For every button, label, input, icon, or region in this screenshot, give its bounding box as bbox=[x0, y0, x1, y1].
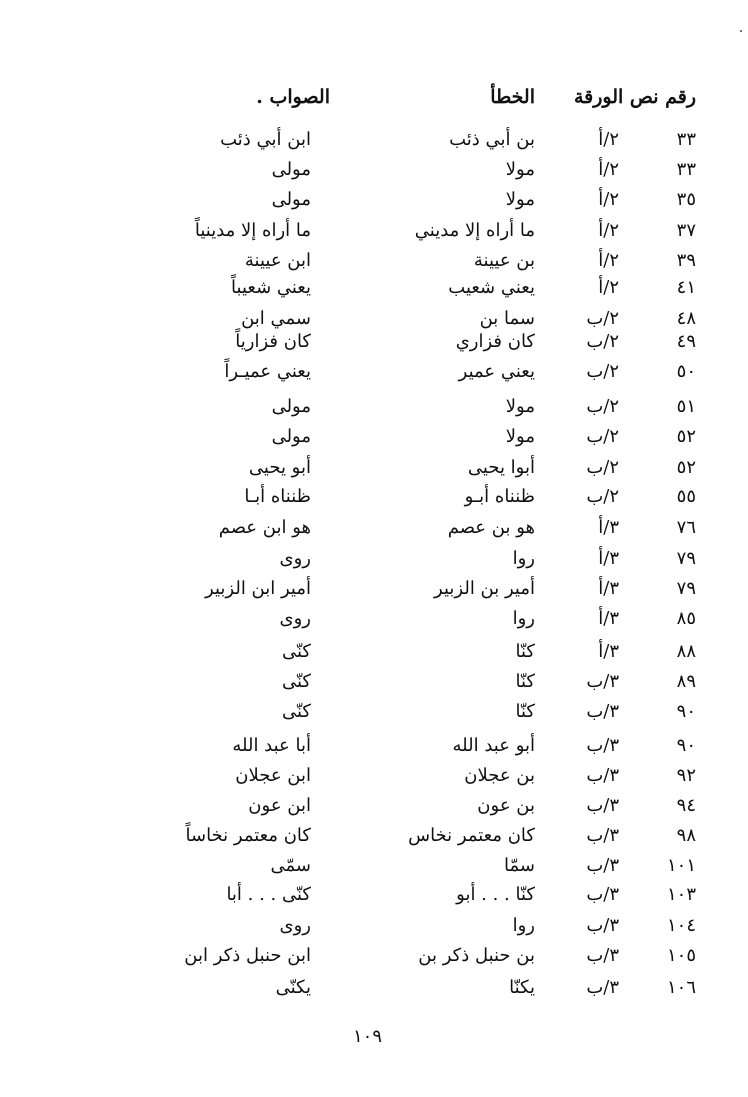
row-right-cell: يعني شعيباً bbox=[231, 277, 311, 298]
row-right-cell: روى bbox=[279, 608, 311, 629]
row-ref-cell: ٢/أ bbox=[598, 277, 619, 298]
row-wrong-cell: بن عون bbox=[477, 795, 535, 816]
row-num-cell: ٨٩ bbox=[676, 671, 696, 692]
row-num-cell: ٧٩ bbox=[676, 578, 696, 599]
row-right-cell: ابن عون bbox=[248, 795, 311, 816]
row-wrong-cell: كان معتمر نخاس bbox=[408, 825, 535, 846]
row-wrong-cell: سمّا bbox=[504, 855, 535, 876]
row-right-cell: كان فزارياً bbox=[235, 331, 311, 352]
row-wrong-cell: مولا bbox=[505, 189, 535, 210]
row-num-cell: ٣٥ bbox=[676, 189, 696, 210]
row-wrong-cell: روا bbox=[512, 915, 535, 936]
row-wrong-cell: ما أراه إلا مديني bbox=[414, 220, 535, 241]
row-ref-cell: ٣/ب bbox=[586, 671, 619, 692]
row-ref-cell: ٣/ب bbox=[586, 884, 619, 905]
row-ref-cell: ٣/ب bbox=[586, 915, 619, 936]
row-ref-cell: ٣/ب bbox=[586, 945, 619, 966]
row-num-cell: ٩٨ bbox=[676, 825, 696, 846]
row-ref-cell: ٢/أ bbox=[598, 189, 619, 210]
row-num-cell: ٣٣ bbox=[676, 129, 696, 150]
row-ref-cell: ٣/أ bbox=[598, 548, 619, 569]
row-right-cell: ابن عجلان bbox=[235, 765, 311, 786]
row-wrong-cell: بن عجلان bbox=[464, 765, 535, 786]
row-ref-cell: ٣/ب bbox=[586, 855, 619, 876]
row-wrong-cell: أبو عبد الله bbox=[452, 735, 535, 756]
row-wrong-cell: بن حنبل ذكر بن bbox=[418, 945, 535, 966]
row-ref-cell: ٢/أ bbox=[598, 220, 619, 241]
row-wrong-cell: مولا bbox=[505, 426, 535, 447]
row-num-cell: ٧٩ bbox=[676, 548, 696, 569]
row-ref-cell: ٢/ب bbox=[586, 457, 619, 478]
row-right-cell: كنّى bbox=[281, 701, 311, 722]
row-num-cell: ٤١ bbox=[676, 277, 696, 298]
row-right-cell: هو ابن عصم bbox=[218, 517, 311, 538]
row-num-cell: ٥٠ bbox=[676, 361, 696, 382]
row-right-cell: أبو يحيى bbox=[248, 457, 311, 478]
row-num-cell: ٣٧ bbox=[676, 220, 696, 241]
row-right-cell: روى bbox=[279, 548, 311, 569]
header-error: الخطأ bbox=[490, 86, 535, 108]
row-wrong-cell: يكنّا bbox=[509, 977, 535, 998]
row-num-cell: ٣٣ bbox=[676, 159, 696, 180]
row-wrong-cell: كنّا bbox=[515, 701, 535, 722]
row-right-cell: سمي ابن bbox=[241, 308, 311, 329]
row-wrong-cell: كان فزاري bbox=[455, 331, 535, 352]
row-wrong-cell: كنّا bbox=[515, 641, 535, 662]
row-wrong-cell: أمير بن الزبير bbox=[434, 578, 535, 599]
row-num-cell: ٩٢ bbox=[676, 765, 696, 786]
row-num-cell: ٥١ bbox=[676, 396, 696, 417]
row-right-cell: كنّى bbox=[281, 671, 311, 692]
row-wrong-cell: بن أبي ذئب bbox=[449, 129, 535, 150]
row-ref-cell: ٣/ب bbox=[586, 765, 619, 786]
row-ref-cell: ٢/ب bbox=[586, 396, 619, 417]
row-ref-cell: ٣/أ bbox=[598, 517, 619, 538]
row-ref-cell: ٢/ب bbox=[586, 308, 619, 329]
row-right-cell: يعني عميـراً bbox=[224, 361, 311, 382]
row-right-cell: ابن أبي ذئب bbox=[220, 129, 311, 150]
row-right-cell: كنّى . . . أبا bbox=[226, 884, 311, 905]
row-right-cell: ظنناه أبـا bbox=[244, 486, 311, 507]
row-num-cell: ٤٨ bbox=[676, 308, 696, 329]
row-ref-cell: ٢/أ bbox=[598, 159, 619, 180]
row-wrong-cell: هو بن عصم bbox=[447, 517, 535, 538]
row-ref-cell: ٣/ب bbox=[586, 825, 619, 846]
row-right-cell: أمير ابن الزبير bbox=[205, 578, 311, 599]
header-correction: الصواب . bbox=[256, 86, 330, 108]
row-num-cell: ١٠١ bbox=[666, 855, 696, 876]
row-right-cell: كنّى bbox=[281, 641, 311, 662]
row-right-cell: ابن عيينة bbox=[244, 250, 311, 271]
row-wrong-cell: يعني عمير bbox=[458, 361, 535, 382]
row-wrong-cell: سما بن bbox=[479, 308, 535, 329]
row-num-cell: ٩٠ bbox=[676, 701, 696, 722]
row-ref-cell: ٢/ب bbox=[586, 426, 619, 447]
row-num-cell: ٣٩ bbox=[676, 250, 696, 271]
row-ref-cell: ٢/أ bbox=[598, 250, 619, 271]
row-ref-cell: ٣/أ bbox=[598, 578, 619, 599]
row-wrong-cell: ظنناه أبـو bbox=[464, 486, 535, 507]
row-ref-cell: ٣/ب bbox=[586, 795, 619, 816]
row-num-cell: ١٠٦ bbox=[666, 977, 696, 998]
row-ref-cell: ٢/أ bbox=[598, 129, 619, 150]
row-ref-cell: ٣/ب bbox=[586, 735, 619, 756]
row-ref-cell: ٣/ب bbox=[586, 977, 619, 998]
row-num-cell: ٤٩ bbox=[676, 331, 696, 352]
row-ref-cell: ٢/ب bbox=[586, 331, 619, 352]
row-right-cell: مولى bbox=[271, 426, 311, 447]
row-wrong-cell: أبوا يحيى bbox=[467, 457, 535, 478]
row-right-cell: ما أراه إلا مدينياً bbox=[194, 220, 311, 241]
row-num-cell: ١٠٥ bbox=[666, 945, 696, 966]
row-ref-cell: ٣/أ bbox=[598, 641, 619, 662]
page-number: ١٠٩ bbox=[353, 1026, 383, 1047]
row-num-cell: ٨٥ bbox=[676, 608, 696, 629]
row-num-cell: ٥٢ bbox=[676, 457, 696, 478]
header-page-ref: رقم نص الورقة bbox=[573, 86, 696, 108]
row-num-cell: ٥٢ bbox=[676, 426, 696, 447]
row-num-cell: ١٠٤ bbox=[666, 915, 696, 936]
row-wrong-cell: يعني شعيب bbox=[448, 277, 535, 298]
row-right-cell: أبا عبد الله bbox=[232, 735, 311, 756]
row-right-cell: كان معتمر نخاساً bbox=[185, 825, 311, 846]
row-right-cell: مولى bbox=[271, 189, 311, 210]
row-ref-cell: ٣/أ bbox=[598, 608, 619, 629]
row-right-cell: مولى bbox=[271, 396, 311, 417]
row-right-cell: سمّى bbox=[270, 855, 311, 876]
row-ref-cell: ٣/ب bbox=[586, 701, 619, 722]
row-wrong-cell: روا bbox=[512, 608, 535, 629]
row-wrong-cell: كنّا . . . أبو bbox=[456, 884, 535, 905]
row-right-cell: ابن حنبل ذكر ابن bbox=[184, 945, 311, 966]
row-right-cell: يكنّى bbox=[275, 977, 311, 998]
row-wrong-cell: كنّا bbox=[515, 671, 535, 692]
row-right-cell: روى bbox=[279, 915, 311, 936]
row-wrong-cell: مولا bbox=[505, 396, 535, 417]
row-wrong-cell: بن عيينة bbox=[473, 250, 535, 271]
row-num-cell: ٧٦ bbox=[676, 517, 696, 538]
row-num-cell: ٩٠ bbox=[676, 735, 696, 756]
row-wrong-cell: مولا bbox=[505, 159, 535, 180]
row-num-cell: ٨٨ bbox=[676, 641, 696, 662]
row-num-cell: ١٠٣ bbox=[666, 884, 696, 905]
row-right-cell: مولى bbox=[271, 159, 311, 180]
row-num-cell: ٩٤ bbox=[676, 795, 696, 816]
row-num-cell: ٥٥ bbox=[676, 486, 696, 507]
row-ref-cell: ٢/ب bbox=[586, 486, 619, 507]
row-wrong-cell: روا bbox=[512, 548, 535, 569]
row-ref-cell: ٢/ب bbox=[586, 361, 619, 382]
